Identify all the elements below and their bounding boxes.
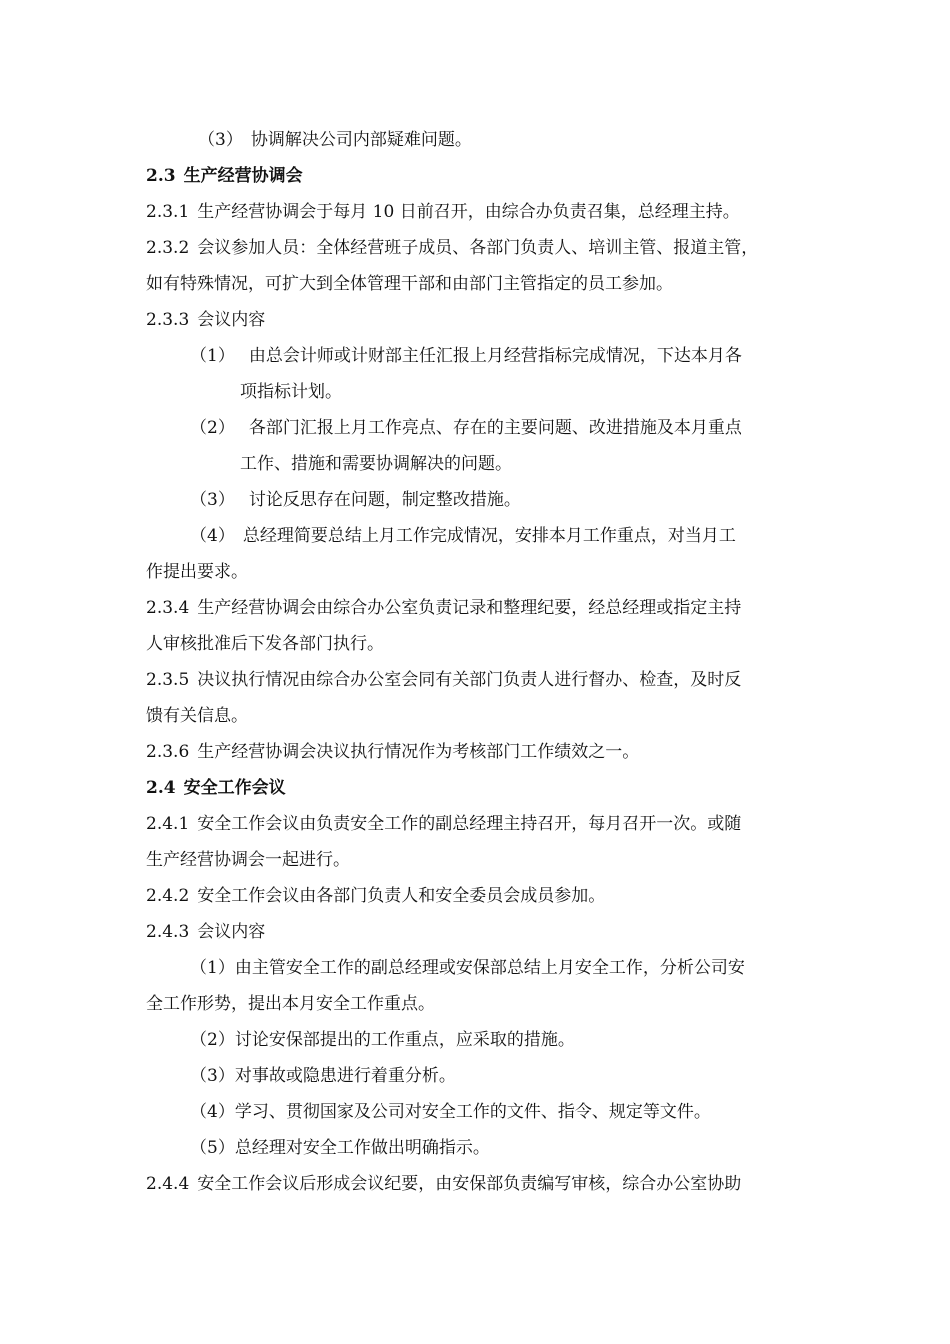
list-item-continuation: 作提出要求。 <box>146 562 248 582</box>
paragraph-2-3-4: 2.3.4 生产经营协调会由综合办公室负责记录和整理纪要，经总经理或指定主持 <box>146 598 742 618</box>
paragraph-2-4-1: 2.4.1 安全工作会议由负责安全工作的副总经理主持召开，每月召开一次。或随 <box>146 814 742 834</box>
list-item: （1） 由总会计师或计财部主任汇报上月经营指标完成情况，下达本月各 <box>190 346 742 366</box>
list-item-continuation: 全工作形势，提出本月安全工作重点。 <box>146 994 435 1014</box>
paragraph-2-4-2: 2.4.2 安全工作会议由各部门负责人和安全委员会成员参加。 <box>146 886 606 906</box>
section-heading-2-4: 2.4 安全工作会议 <box>146 778 286 798</box>
list-item: （2） 各部门汇报上月工作亮点、存在的主要问题、改进措施及本月重点 <box>190 418 742 438</box>
paragraph-continuation: 人审核批准后下发各部门执行。 <box>146 634 384 654</box>
list-item: （5）总经理对安全工作做出明确指示。 <box>190 1138 490 1158</box>
paragraph-2-4-3: 2.4.3 会议内容 <box>146 922 266 942</box>
paragraph-continuation: 生产经营协调会一起进行。 <box>146 850 350 870</box>
list-item: （4）学习、贯彻国家及公司对安全工作的文件、指令、规定等文件。 <box>190 1102 711 1122</box>
paragraph-continuation: 如有特殊情况，可扩大到全体管理干部和由部门主管指定的员工参加。 <box>146 274 673 294</box>
paragraph-2-3-2: 2.3.2 会议参加人员：全体经营班子成员、各部门负责人、培训主管、报道主管， <box>146 238 759 258</box>
list-item: （1）由主管安全工作的副总经理或安保部总结上月安全工作，分析公司安 <box>190 958 745 978</box>
paragraph-2-3-3: 2.3.3 会议内容 <box>146 310 266 330</box>
list-item: （3） 协调解决公司内部疑难问题。 <box>198 130 472 150</box>
list-item: （2）讨论安保部提出的工作重点，应采取的措施。 <box>190 1030 575 1050</box>
list-item-continuation: 工作、措施和需要协调解决的问题。 <box>240 454 512 474</box>
list-item: （3）对事故或隐患进行着重分析。 <box>190 1066 456 1086</box>
paragraph-2-3-5: 2.3.5 决议执行情况由综合办公室会同有关部门负责人进行督办、检查，及时反 <box>146 670 742 690</box>
list-item-continuation: 项指标计划。 <box>240 382 342 402</box>
paragraph-2-3-1: 2.3.1 生产经营协调会于每月 10 日前召开，由综合办负责召集，总经理主持。 <box>146 202 740 222</box>
paragraph-2-3-6: 2.3.6 生产经营协调会决议执行情况作为考核部门工作绩效之一。 <box>146 742 640 762</box>
section-heading-2-3: 2.3 生产经营协调会 <box>146 166 303 186</box>
list-item: （3） 讨论反思存在问题，制定整改措施。 <box>190 490 521 510</box>
list-item: （4） 总经理简要总结上月工作完成情况，安排本月工作重点，对当月工 <box>190 526 736 546</box>
paragraph-2-4-4: 2.4.4 安全工作会议后形成会议纪要，由安保部负责编写审核，综合办公室协助 <box>146 1174 742 1194</box>
paragraph-continuation: 馈有关信息。 <box>146 706 248 726</box>
